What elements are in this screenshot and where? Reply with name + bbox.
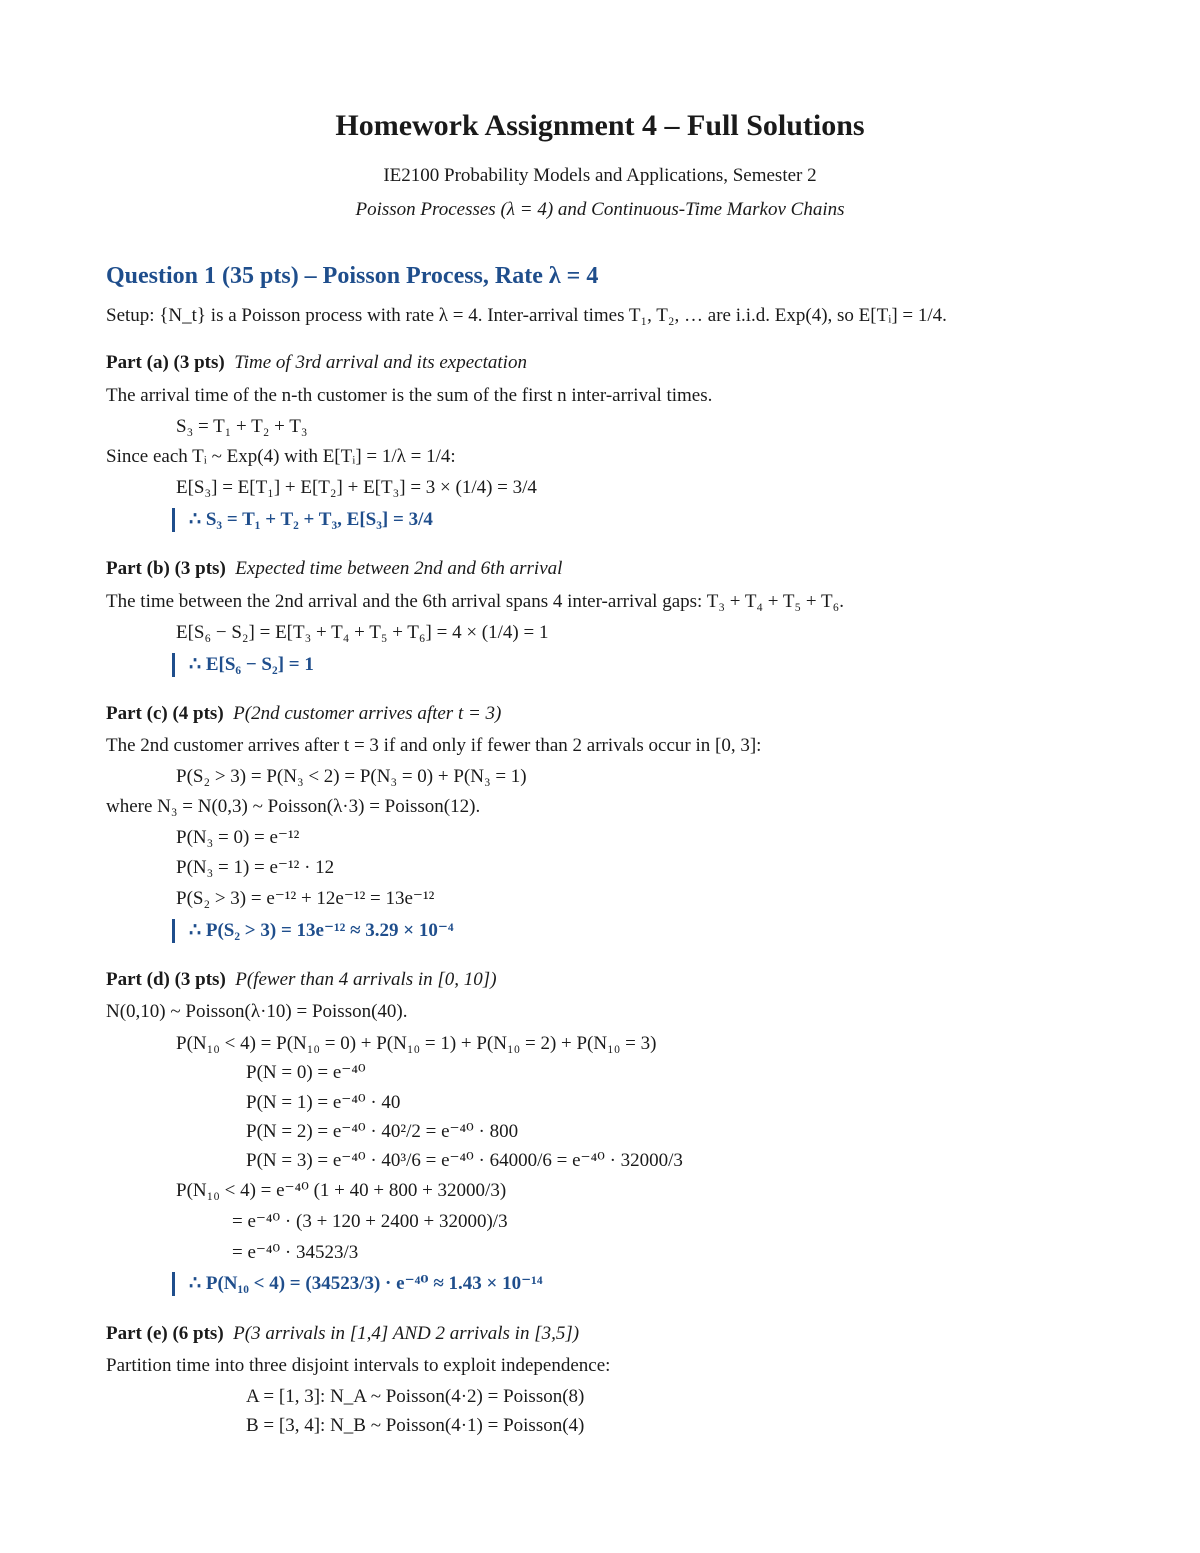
topic-subtitle: Poisson Processes (λ = 4) and Continuous-Time Markov Chains — [355, 199, 845, 220]
part-d-title: P(fewer than 4 arrivals in [0, 10]) — [235, 969, 497, 990]
part-c-answer: ∴ P(S₂ > 3) = 13e⁻¹² ≈ 3.29 × 10⁻⁴ — [172, 919, 454, 943]
part-c-equation: P(N₃ = 0) = e⁻¹² — [176, 827, 300, 848]
part-e-equation: A = [1, 3]: N_A ~ Poisson(4·2) = Poisson(8) — [246, 1386, 585, 1407]
part-a-label: Part (a) (3 pts) — [106, 352, 225, 373]
part-c-label: Part (c) (4 pts) — [106, 703, 224, 724]
part-d-equation: P(N = 1) = e⁻⁴⁰ · 40 — [246, 1092, 401, 1113]
part-b-title: Expected time between 2nd and 6th arrival — [235, 558, 563, 579]
part-d-equation: = e⁻⁴⁰ · 34523/3 — [232, 1242, 359, 1263]
part-e-label: Part (e) (6 pts) — [106, 1323, 224, 1344]
part-c-title: P(2nd customer arrives after t = 3) — [233, 703, 502, 724]
part-d-answer: ∴ P(N₁₀ < 4) = (34523/3) · e⁻⁴⁰ ≈ 1.43 × 10⁻¹⁴ — [172, 1272, 543, 1296]
part-a-title: Time of 3rd arrival and its expectation — [234, 352, 527, 373]
part-e-heading — [106, 1322, 579, 1346]
part-d-equation: P(N₁₀ < 4) = e⁻⁴⁰ (1 + 40 + 800 + 32000/3) — [176, 1180, 507, 1201]
part-a-line: Since each Tᵢ ~ Exp(4) with E[Tᵢ] = 1/λ = 1/4: — [106, 446, 456, 467]
part-e-line: Partition time into three disjoint intervals to exploit independence: — [106, 1355, 611, 1376]
part-a-answer: ∴ S₃ = T₁ + T₂ + T₃, E[S₃] = 3/4 — [172, 508, 433, 532]
part-d-equation: P(N = 2) = e⁻⁴⁰ · 40²/2 = e⁻⁴⁰ · 800 — [246, 1121, 519, 1142]
part-d-equation: P(N = 3) = e⁻⁴⁰ · 40³/6 = e⁻⁴⁰ · 64000/6 = e⁻⁴⁰ · 32000/3 — [246, 1150, 683, 1171]
part-b-line: The time between the 2nd arrival and the 6th arrival spans 4 inter-arrival gaps: T₃ + T₄ + T₅ + T₆. — [106, 591, 845, 612]
part-d-equation: = e⁻⁴⁰ · (3 + 120 + 2400 + 32000)/3 — [232, 1211, 508, 1232]
part-d-label: Part (d) (3 pts) — [106, 969, 226, 990]
part-c-equation: P(N₃ = 1) = e⁻¹² · 12 — [176, 857, 335, 878]
part-a-heading — [106, 351, 527, 375]
part-e-title: P(3 arrivals in [1,4] AND 2 arrivals in [3,5]) — [233, 1323, 580, 1344]
part-c-line: The 2nd customer arrives after t = 3 if and only if fewer than 2 arrivals occur in [0, 3]: — [106, 735, 762, 756]
part-a-equation: S₃ = T₁ + T₂ + T₃ — [176, 416, 308, 437]
q1-setup: Setup: {N_t} is a Poisson process with rate λ = 4. Inter-arrival times T₁, T₂, … are i.i.d. Exp(4), so E[Tᵢ] = 1/4. — [106, 305, 947, 326]
part-c-equation: P(S₂ > 3) = e⁻¹² + 12e⁻¹² = 13e⁻¹² — [176, 888, 435, 909]
question-1-heading: Question 1 (35 pts) – Poisson Process, Rate λ = 4 — [106, 263, 599, 289]
part-a-line: The arrival time of the n-th customer is the sum of the first n inter-arrival times. — [106, 385, 713, 406]
part-d-line: N(0,10) ~ Poisson(λ·10) = Poisson(40). — [106, 1001, 408, 1022]
part-d-equation: P(N = 0) = e⁻⁴⁰ — [246, 1062, 366, 1083]
part-b-answer: ∴ E[S₆ − S₂] = 1 — [172, 653, 314, 677]
part-a-equation: E[S₃] = E[T₁] + E[T₂] + E[T₃] = 3 × (1/4) = 3/4 — [176, 477, 537, 498]
part-b-equation: E[S₆ − S₂] = E[T₃ + T₄ + T₅ + T₆] = 4 × (1/4) = 1 — [176, 622, 549, 643]
part-c-line: where N₃ = N(0,3) ~ Poisson(λ·3) = Poisson(12). — [106, 796, 481, 817]
part-d-equation: P(N₁₀ < 4) = P(N₁₀ = 0) + P(N₁₀ = 1) + P(N₁₀ = 2) + P(N₁₀ = 3) — [176, 1033, 657, 1054]
part-d-heading — [106, 968, 497, 992]
part-c-heading — [106, 702, 501, 726]
part-b-heading — [106, 557, 562, 581]
part-c-equation: P(S₂ > 3) = P(N₃ < 2) = P(N₃ = 0) + P(N₃ = 1) — [176, 766, 527, 787]
part-b-label: Part (b) (3 pts) — [106, 558, 226, 579]
course-subtitle: IE2100 Probability Models and Applications, Semester 2 — [383, 165, 817, 186]
part-e-equation: B = [3, 4]: N_B ~ Poisson(4·1) = Poisson(4) — [246, 1415, 585, 1436]
document-title: Homework Assignment 4 – Full Solutions — [335, 109, 865, 142]
